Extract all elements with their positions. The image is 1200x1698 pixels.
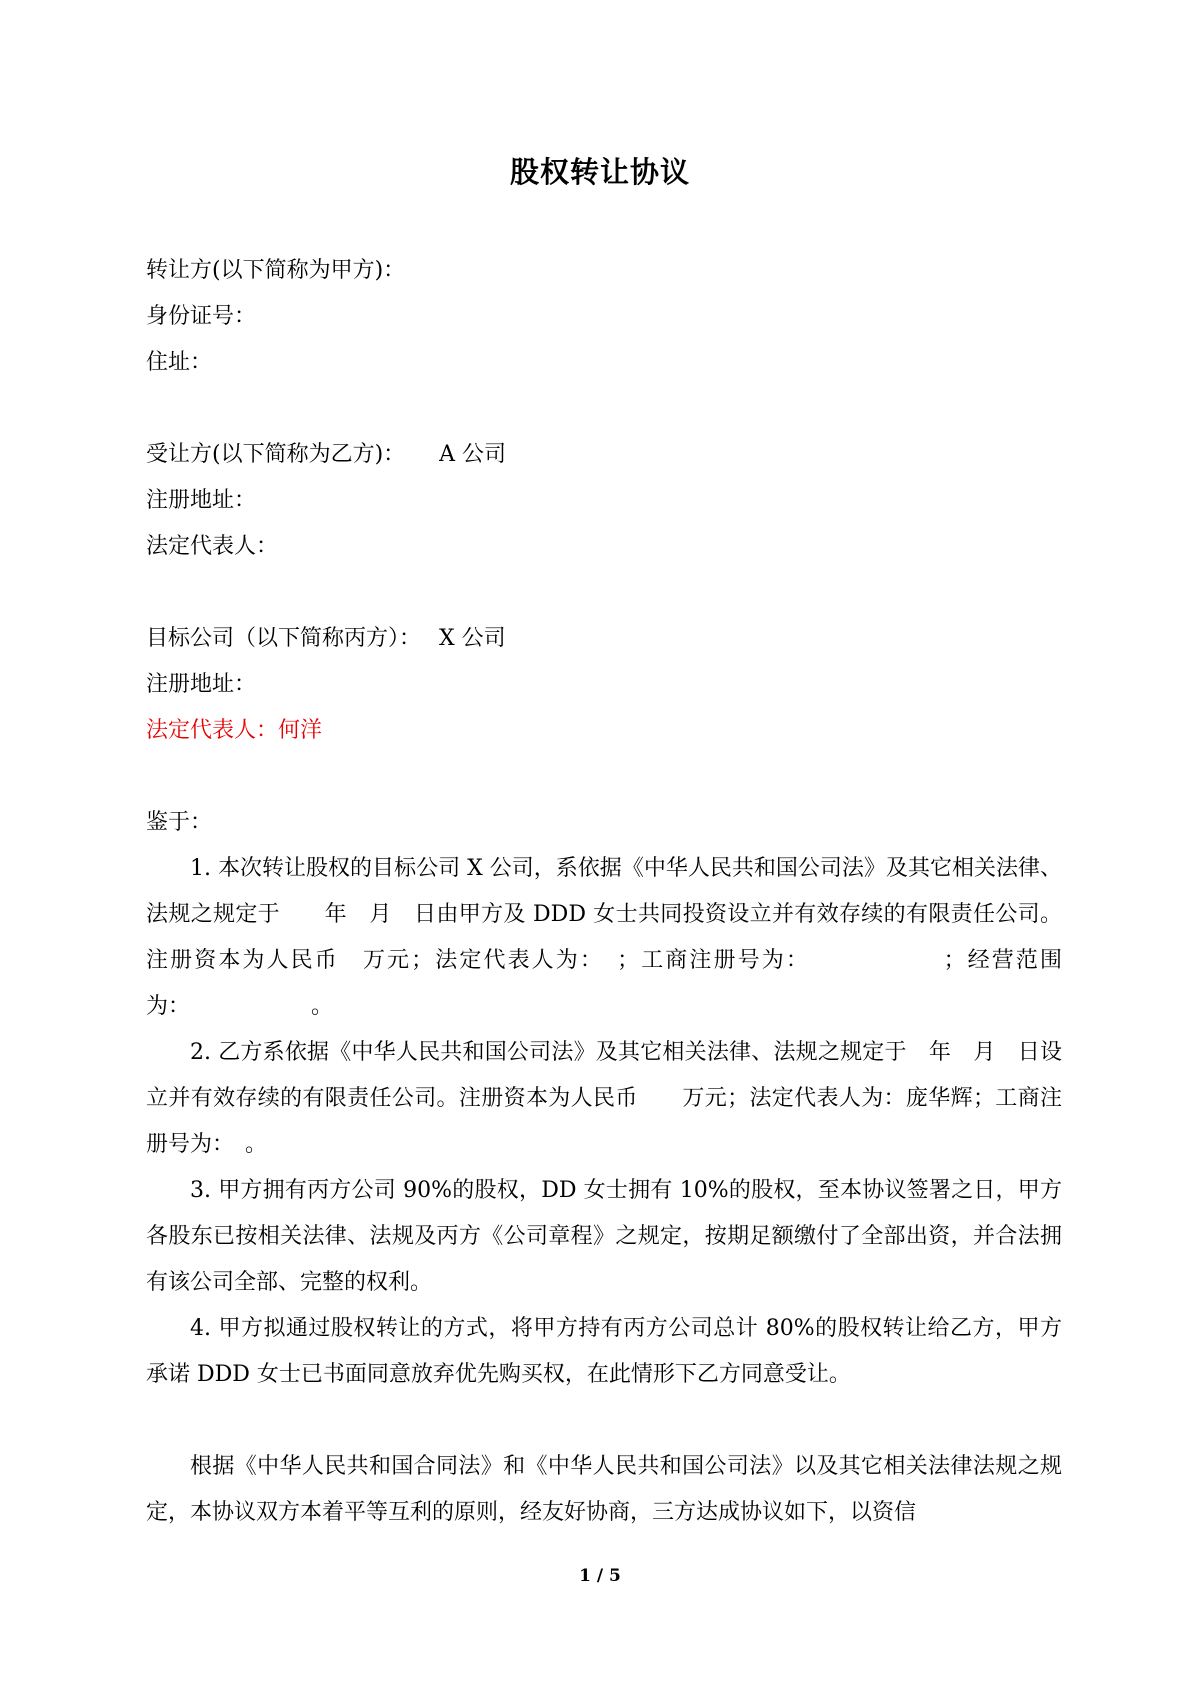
clause-4: 4. 甲方拟通过股权转让的方式，将甲方持有丙方公司总计 80%的股权转让给乙方，甲方承诺 DDD 女士已书面同意放弃优先购买权，在此情形下乙方同意受让。 bbox=[146, 1316, 1062, 1387]
transferee-label: 受让方(以下简称为乙方)： bbox=[146, 442, 406, 467]
transferee-reg-address-label: 注册地址： bbox=[146, 488, 257, 513]
section-gap bbox=[146, 1398, 1062, 1444]
target-line bbox=[146, 616, 1062, 662]
page-number: 1 / 5 bbox=[579, 1566, 621, 1586]
target-value: X 公司 bbox=[439, 626, 506, 651]
target-legal-rep-line: 法定代表人：何洋 bbox=[146, 718, 323, 743]
section-gap bbox=[146, 386, 1062, 432]
clause-1: 1. 本次转让股权的目标公司 X 公司，系依据《中华人民共和国公司法》及其它相关法律、法规之规定于 年 月 日由甲方及 DDD 女士共同投资设立并有效存续的有限责任公司。注册资本为人民币 万元；法定代表人为： ；工商注册号为： ；经营范围为： 。 bbox=[146, 856, 1062, 1019]
transferee-value: A 公司 bbox=[439, 442, 507, 467]
target-reg-address-label: 注册地址： bbox=[146, 672, 257, 697]
transferor-address-label: 住址： bbox=[146, 350, 213, 375]
section-gap bbox=[146, 754, 1062, 800]
transferee-line bbox=[146, 432, 1062, 478]
transferor-id-label: 身份证号： bbox=[146, 304, 257, 329]
closing-paragraph: 根据《中华人民共和国合同法》和《中华人民共和国公司法》以及其它相关法律法规之规定，本协议双方本着平等互利的原则，经友好协商，三方达成协议如下，以资信 bbox=[146, 1454, 1062, 1525]
section-gap bbox=[146, 570, 1062, 616]
target-label: 目标公司（以下简称丙方）： bbox=[146, 626, 422, 651]
whereas-label: 鉴于： bbox=[146, 810, 213, 835]
clause-3: 3. 甲方拥有丙方公司 90%的股权，DD 女士拥有 10%的股权，至本协议签署之日，甲方各股东已按相关法律、法规及丙方《公司章程》之规定，按期足额缴付了全部出资，并合法拥有该公司全部、完整的权利。 bbox=[146, 1178, 1062, 1295]
clause-2: 2. 乙方系依据《中华人民共和国公司法》及其它相关法律、法规之规定于 年 月 日设立并有效存续的有限责任公司。注册资本为人民币 万元；法定代表人为：庞华辉；工商注册号为： 。 bbox=[146, 1040, 1062, 1157]
document-body bbox=[146, 248, 1062, 1536]
document-title: 股权转让协议 bbox=[509, 155, 690, 189]
transferor-label: 转让方(以下简称为甲方)： bbox=[146, 258, 406, 283]
transferee-legal-rep-label: 法定代表人： bbox=[146, 534, 279, 559]
